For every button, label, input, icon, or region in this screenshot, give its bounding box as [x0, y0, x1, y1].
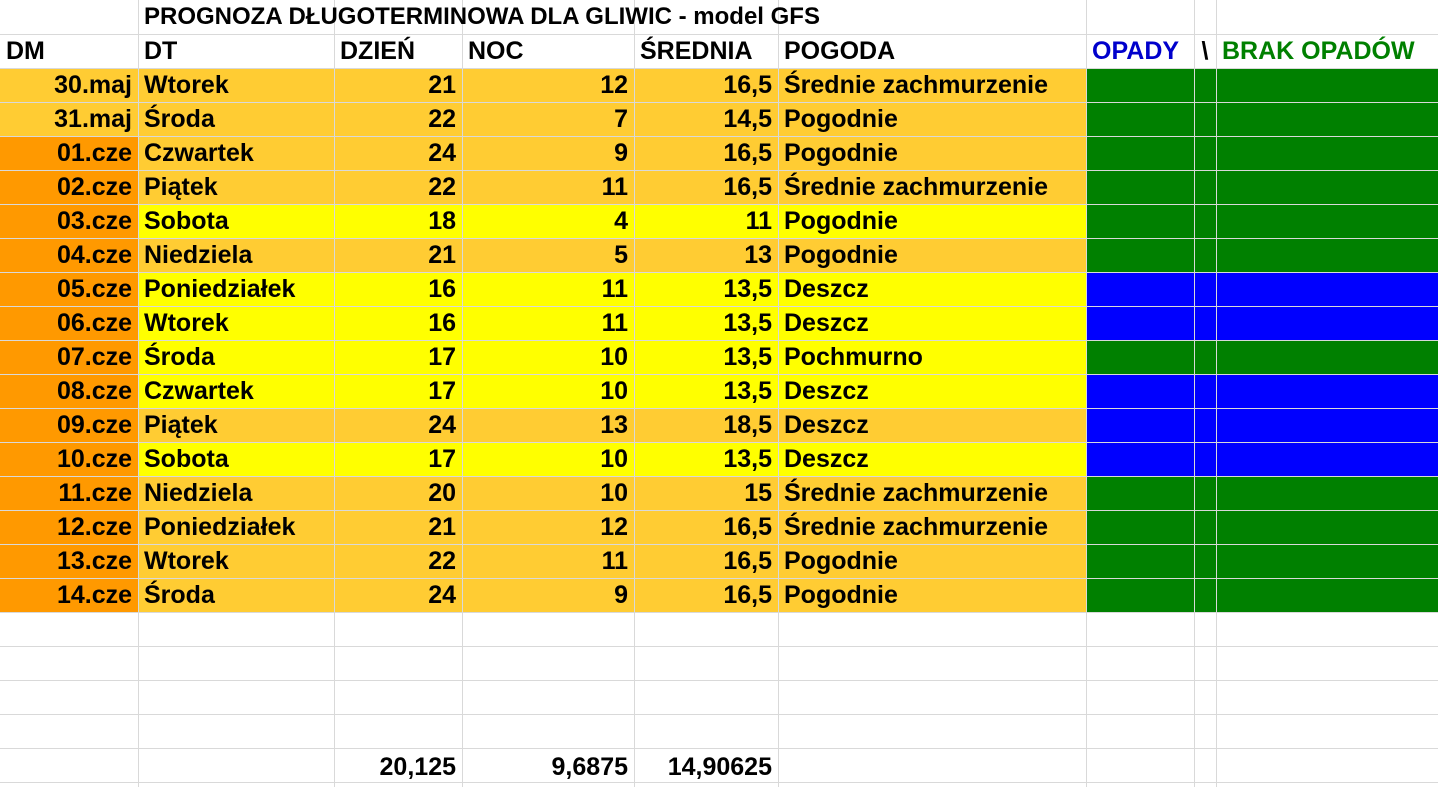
cell-srednia[interactable]: 13,5 — [723, 377, 772, 405]
cell-dt[interactable]: Czwartek — [144, 377, 254, 405]
cell-dt[interactable]: Niedziela — [144, 241, 253, 269]
cell-srednia[interactable]: 18,5 — [723, 411, 772, 439]
precipitation-status-cell[interactable] — [1086, 306, 1438, 340]
cell-dt[interactable]: Wtorek — [144, 309, 229, 337]
cell-pogoda[interactable]: Pogodnie — [784, 547, 898, 575]
header-opady[interactable]: OPADY — [1092, 37, 1180, 65]
header-pogoda[interactable]: POGODA — [784, 37, 896, 65]
avg-noc[interactable]: 9,6875 — [551, 753, 628, 781]
cell-dt[interactable]: Środa — [144, 343, 215, 371]
cell-dzien[interactable]: 21 — [428, 241, 456, 269]
precipitation-status-cell[interactable] — [1086, 442, 1438, 476]
cell-pogoda[interactable]: Deszcz — [784, 309, 869, 337]
precipitation-status-cell[interactable] — [1086, 408, 1438, 442]
precipitation-status-cell[interactable] — [1086, 136, 1438, 170]
cell-pogoda[interactable]: Deszcz — [784, 445, 869, 473]
cell-dm[interactable]: 10.cze — [56, 445, 132, 473]
cell-dm[interactable]: 04.cze — [56, 241, 132, 269]
grid-horizontal-line — [0, 646, 1438, 647]
cell-dt[interactable]: Niedziela — [144, 479, 253, 507]
cell-srednia[interactable]: 13,5 — [723, 343, 772, 371]
cell-dm[interactable]: 09.cze — [56, 411, 132, 439]
cell-noc[interactable]: 7 — [614, 105, 628, 133]
cell-dt[interactable]: Czwartek — [144, 139, 254, 167]
cell-srednia[interactable]: 13,5 — [723, 275, 772, 303]
cell-noc[interactable]: 4 — [614, 207, 628, 235]
grid-horizontal-line — [0, 748, 1438, 749]
grid-horizontal-line — [0, 612, 1438, 613]
cell-noc[interactable]: 11 — [601, 547, 628, 575]
cell-dzien[interactable]: 18 — [428, 207, 456, 235]
cell-pogoda[interactable]: Pogodnie — [784, 105, 898, 133]
cell-dzien[interactable]: 22 — [428, 105, 456, 133]
header-brak-opadow[interactable]: BRAK OPADÓW — [1222, 37, 1415, 65]
cell-dm[interactable]: 12.cze — [56, 513, 132, 541]
cell-dzien[interactable]: 24 — [428, 139, 456, 167]
precipitation-status-cell[interactable] — [1086, 204, 1438, 238]
cell-dzien[interactable]: 16 — [428, 309, 456, 337]
cell-noc[interactable]: 13 — [600, 411, 628, 439]
cell-noc[interactable]: 10 — [600, 445, 628, 473]
cell-dt[interactable]: Poniedziałek — [144, 513, 296, 541]
cell-dt[interactable]: Sobota — [144, 445, 229, 473]
cell-noc[interactable]: 10 — [600, 343, 628, 371]
cell-dt[interactable]: Wtorek — [144, 71, 229, 99]
cell-noc[interactable]: 9 — [614, 139, 628, 167]
cell-dm[interactable]: 13.cze — [56, 547, 132, 575]
cell-dzien[interactable]: 17 — [428, 445, 456, 473]
avg-srednia[interactable]: 14,90625 — [667, 753, 772, 781]
cell-dzien[interactable]: 21 — [428, 513, 456, 541]
cell-pogoda[interactable]: Pochmurno — [784, 343, 923, 371]
avg-dzien[interactable]: 20,125 — [379, 753, 456, 781]
cell-pogoda[interactable]: Pogodnie — [784, 139, 898, 167]
cell-pogoda[interactable]: Pogodnie — [784, 241, 898, 269]
cell-srednia[interactable]: 16,5 — [723, 581, 772, 609]
cell-pogoda[interactable]: Deszcz — [784, 275, 869, 303]
grid-horizontal-line — [0, 680, 1438, 681]
cell-dzien[interactable]: 17 — [428, 377, 456, 405]
cell-noc[interactable]: 11 — [601, 275, 628, 303]
precipitation-status-cell[interactable] — [1086, 68, 1438, 102]
cell-srednia[interactable]: 16,5 — [723, 71, 772, 99]
cell-noc[interactable]: 12 — [600, 71, 628, 99]
grid-vertical-line — [1194, 0, 1195, 787]
precipitation-status-cell[interactable] — [1086, 578, 1438, 612]
cell-pogoda[interactable]: Średnie zachmurzenie — [784, 479, 1048, 507]
cell-dzien[interactable]: 21 — [428, 71, 456, 99]
cell-dm[interactable]: 31.maj — [54, 105, 132, 133]
cell-pogoda[interactable]: Pogodnie — [784, 581, 898, 609]
cell-pogoda[interactable]: Deszcz — [784, 377, 869, 405]
header-srednia[interactable]: ŚREDNIA — [640, 37, 753, 65]
cell-dm[interactable]: 11.cze — [58, 479, 132, 507]
cell-dzien[interactable]: 22 — [428, 173, 456, 201]
grid-vertical-line — [1086, 0, 1087, 787]
cell-dm[interactable]: 06.cze — [56, 309, 132, 337]
cell-srednia[interactable]: 16,5 — [723, 173, 772, 201]
header-noc[interactable]: NOC — [468, 37, 524, 65]
cell-pogoda[interactable]: Średnie zachmurzenie — [784, 513, 1048, 541]
cell-srednia[interactable]: 13 — [744, 241, 772, 269]
cell-dt[interactable]: Środa — [144, 581, 215, 609]
cell-dt[interactable]: Poniedziałek — [144, 275, 296, 303]
header-dm[interactable]: DM — [6, 37, 45, 65]
cell-srednia[interactable]: 16,5 — [723, 139, 772, 167]
cell-dm[interactable]: 07.cze — [56, 343, 132, 371]
cell-pogoda[interactable]: Pogodnie — [784, 207, 898, 235]
cell-srednia[interactable]: 11 — [745, 207, 772, 235]
precipitation-status-cell[interactable] — [1086, 476, 1438, 510]
cell-srednia[interactable]: 16,5 — [723, 513, 772, 541]
grid-vertical-line — [1216, 0, 1217, 787]
precipitation-status-cell[interactable] — [1086, 544, 1438, 578]
cell-dt[interactable]: Piątek — [144, 173, 218, 201]
cell-dm[interactable]: 02.cze — [56, 173, 132, 201]
cell-noc[interactable]: 12 — [600, 513, 628, 541]
cell-pogoda[interactable]: Średnie zachmurzenie — [784, 173, 1048, 201]
header-dt[interactable]: DT — [144, 37, 178, 65]
precipitation-status-cell[interactable] — [1086, 374, 1438, 408]
cell-dm[interactable]: 03.cze — [56, 207, 132, 235]
cell-noc[interactable]: 5 — [614, 241, 628, 269]
header-dzien[interactable]: DZIEŃ — [340, 37, 415, 65]
precipitation-status-cell[interactable] — [1086, 170, 1438, 204]
cell-srednia[interactable]: 13,5 — [723, 445, 772, 473]
precipitation-status-cell[interactable] — [1086, 340, 1438, 374]
precipitation-status-cell[interactable] — [1086, 238, 1438, 272]
cell-dm[interactable]: 05.cze — [56, 275, 132, 303]
cell-dt[interactable]: Środa — [144, 105, 215, 133]
cell-dt[interactable]: Piątek — [144, 411, 218, 439]
cell-dm[interactable]: 01.cze — [56, 139, 132, 167]
cell-srednia[interactable]: 13,5 — [723, 309, 772, 337]
cell-dzien[interactable]: 16 — [428, 275, 456, 303]
cell-dzien[interactable]: 17 — [428, 343, 456, 371]
cell-srednia[interactable]: 15 — [744, 479, 772, 507]
cell-noc[interactable]: 11 — [601, 173, 628, 201]
cell-noc[interactable]: 11 — [601, 309, 628, 337]
precipitation-status-cell[interactable] — [1086, 102, 1438, 136]
sheet-title[interactable]: PROGNOZA DŁUGOTERMINOWA DLA GLIWIC - model GFS — [144, 3, 820, 30]
cell-dzien[interactable]: 20 — [428, 479, 456, 507]
cell-srednia[interactable]: 14,5 — [723, 105, 772, 133]
cell-srednia[interactable]: 16,5 — [723, 547, 772, 575]
precipitation-status-cell[interactable] — [1086, 510, 1438, 544]
cell-noc[interactable]: 10 — [600, 377, 628, 405]
grid-horizontal-line — [0, 714, 1438, 715]
cell-pogoda[interactable]: Średnie zachmurzenie — [784, 71, 1048, 99]
cell-dm[interactable]: 08.cze — [56, 377, 132, 405]
cell-dzien[interactable]: 22 — [428, 547, 456, 575]
cell-dt[interactable]: Wtorek — [144, 547, 229, 575]
cell-pogoda[interactable]: Deszcz — [784, 411, 869, 439]
cell-dm[interactable]: 30.maj — [54, 71, 132, 99]
cell-noc[interactable]: 10 — [600, 479, 628, 507]
cell-noc[interactable]: 9 — [614, 581, 628, 609]
header-separator[interactable]: \ — [1201, 37, 1209, 65]
cell-dt[interactable]: Sobota — [144, 207, 229, 235]
cell-dzien[interactable]: 24 — [428, 581, 456, 609]
cell-dzien[interactable]: 24 — [428, 411, 456, 439]
precipitation-status-cell[interactable] — [1086, 272, 1438, 306]
cell-dm[interactable]: 14.cze — [56, 581, 132, 609]
